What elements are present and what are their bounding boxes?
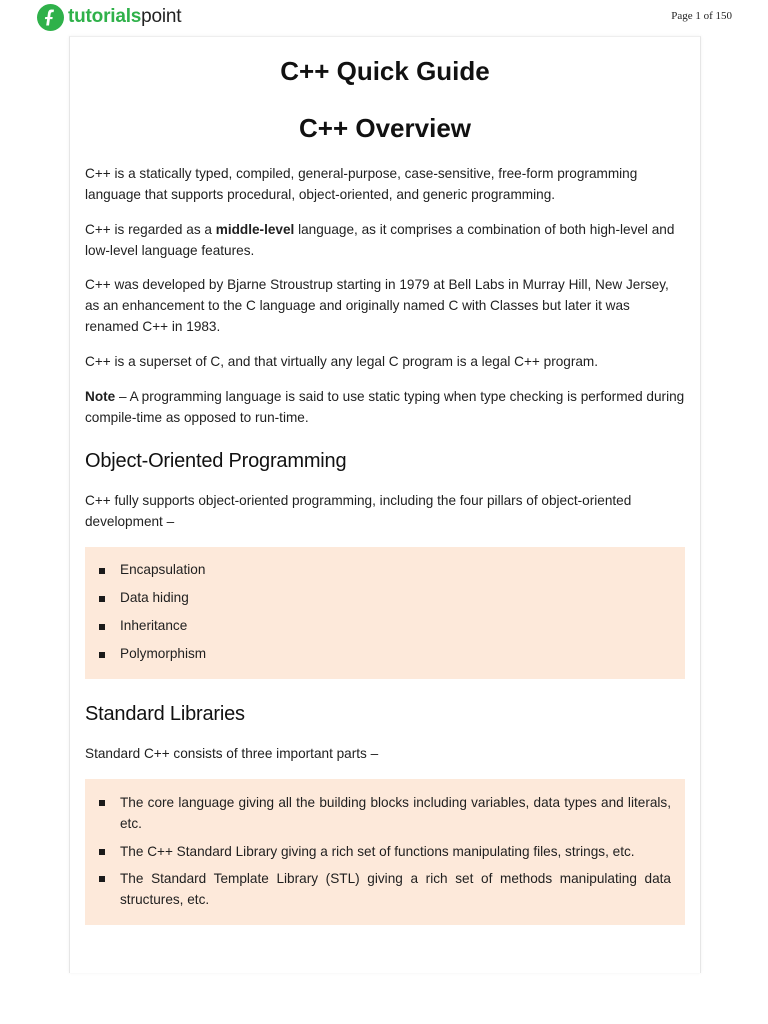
list-item-text: Data hiding (120, 590, 189, 605)
stdlib-parts-list (85, 779, 685, 910)
middle-level-text-after: language, as it comprises a combination of both high-level and low-level language features. (85, 222, 675, 258)
middle-level-text-before: C++ is regarded as a (85, 222, 216, 237)
list-item (85, 560, 685, 588)
list-item (85, 644, 685, 672)
list-item-text: The C++ Standard Library giving a rich set of functions manipulating files, strings, etc. (120, 844, 635, 859)
tutorialspoint-logo-icon (37, 4, 64, 31)
oop-paragraph: C++ fully supports object-oriented programming, including the four pillars of object-oriented development – (85, 493, 632, 529)
stdlib-parts-box (85, 779, 685, 925)
list-item-text: The Standard Template Library (STL) giving a rich set of methods manipulating data structures, etc. (120, 871, 671, 907)
logo-t-glyph-icon (37, 4, 64, 31)
document-title: C++ Quick Guide (280, 56, 490, 86)
logo-wordmark-point: point (141, 6, 182, 27)
bullet-square-icon (99, 800, 105, 806)
list-item-text: Inheritance (120, 618, 188, 633)
bullet-square-icon (99, 596, 105, 602)
note-paragraph (85, 386, 685, 428)
list-item-text: Polymorphism (120, 646, 207, 661)
page-header (0, 0, 768, 36)
bullet-square-icon (99, 624, 105, 630)
note-label: Note (85, 389, 116, 404)
stdlib-heading: Standard Libraries (85, 703, 245, 725)
bullet-square-icon (99, 568, 105, 574)
page-indicator: Page 1 of 150 (671, 10, 732, 22)
list-item (85, 868, 685, 910)
list-item (85, 841, 685, 862)
oop-heading: Object-Oriented Programming (85, 450, 347, 472)
oop-pillars-list (85, 547, 685, 672)
list-item (85, 792, 685, 834)
bullet-square-icon (99, 849, 105, 855)
logo-wordmark-tutorials: tutorials (68, 6, 142, 27)
history-paragraph: C++ was developed by Bjarne Stroustrup starting in 1979 at Bell Labs in Murray Hill, New Jersey, as an enhancement to the C language and originally named C with Classes but later it was renamed C++ in 1983. (85, 277, 669, 334)
bullet-square-icon (99, 876, 105, 882)
document-page (69, 36, 701, 973)
superset-paragraph: C++ is a superset of C, and that virtually any legal C program is a legal C++ program. (85, 354, 599, 369)
bullet-square-icon (99, 652, 105, 658)
stdlib-paragraph: Standard C++ consists of three important parts – (85, 746, 379, 761)
overview-heading: C++ Overview (299, 113, 471, 143)
middle-level-paragraph (85, 219, 685, 261)
intro-paragraph: C++ is a statically typed, compiled, general-purpose, case-sensitive, free-form programming language that supports procedural, object-oriented, and generic programming. (85, 166, 638, 202)
logo-wordmark (68, 2, 181, 32)
middle-level-bold: middle-level (215, 222, 295, 237)
note-text: – A programming language is said to use static typing when type checking is performed during compile-time as opposed to run-time. (85, 389, 685, 425)
list-item-text: Encapsulation (120, 562, 206, 577)
list-item-text: The core language giving all the building blocks including variables, data types and literals, etc. (120, 795, 671, 831)
list-item (85, 616, 685, 644)
list-item (85, 588, 685, 616)
tutorialspoint-logo[interactable] (37, 2, 181, 32)
oop-pillars-box (85, 547, 685, 679)
